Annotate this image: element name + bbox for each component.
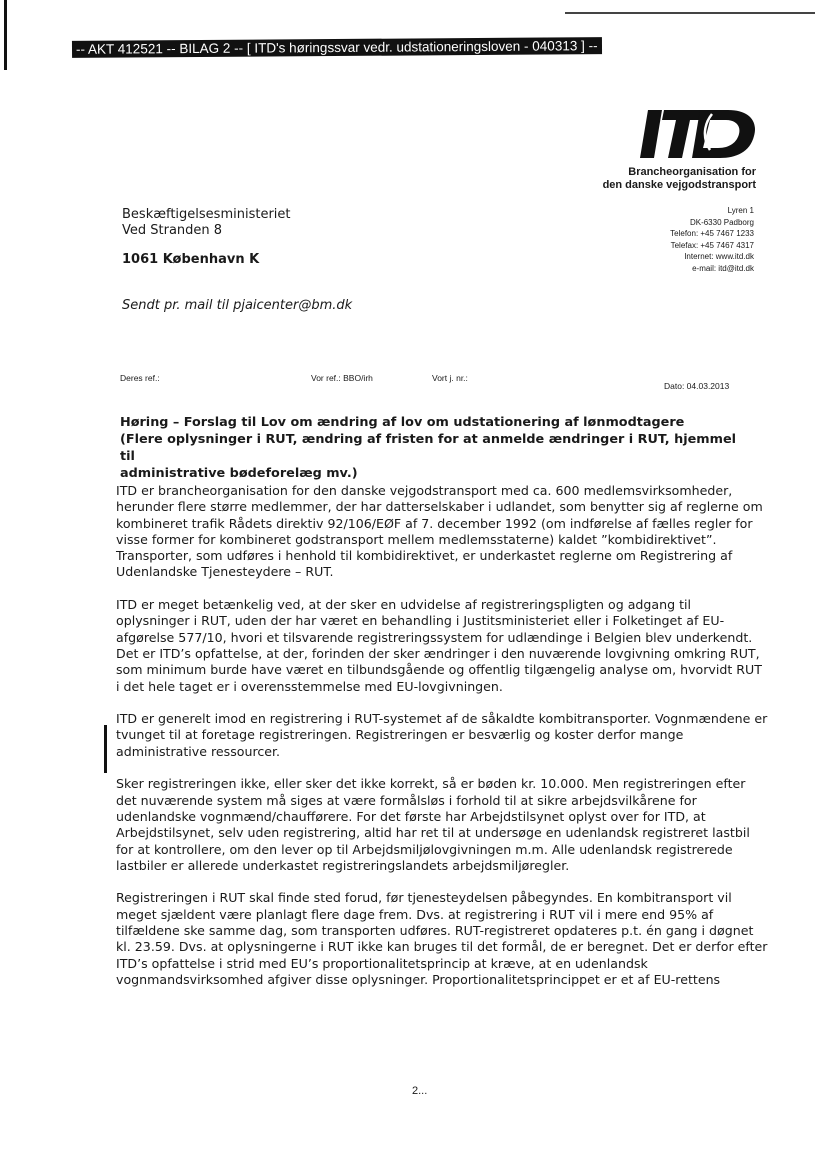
recipient-name: Beskæftigelsesministeriet [122, 207, 291, 222]
document-stamp-banner: -- AKT 412521 -- BILAG 2 -- [ ITD's høringssvar vedr. udstationeringsloven - 040313 ] -- [72, 37, 602, 58]
body-paragraph: ITD er brancheorganisation for den danske vejgodstransport med ca. 600 medlemsvirksomheder, herunder flere større medlemmer, der har datterselskaber i udlandet, som benytter sig af reglerne om kombineret trafik Rådets direktiv 92/106/EØF af 7. december 1992 (om indførelse af fælles regler for visse former for kombineret godstransport mellem medlemsstaterne) kaldet ”kombidirektivet”. Transporter, som udføres i henhold til kombidirektivet, er underkastet reglerne om Registrering af Udenlandske Tjenesteydere – RUT. [116, 483, 763, 580]
recipient-city: 1061 København K [122, 252, 260, 267]
deres-ref: Deres ref.: [120, 373, 160, 383]
contact-fax: Telefax: +45 7467 4317 [670, 240, 754, 250]
vort-jnr: Vort j. nr.: [432, 373, 468, 383]
letter-date: Dato: 04.03.2013 [664, 381, 730, 391]
vor-ref: Vor ref.: BBO/irh [311, 373, 373, 383]
scan-edge-mark [4, 0, 7, 70]
scan-edge-line [565, 12, 815, 14]
contact-address2: DK-6330 Padborg [689, 217, 754, 227]
org-line-2: den danske vejgodstransport [602, 179, 756, 191]
page-number: 2... [412, 1085, 428, 1097]
organization-tagline [603, 166, 756, 192]
body-paragraph: Sker registreringen ikke, eller sker det ikke korrekt, så er bøden kr. 10.000. Men registreringen efter det nuværende system må siges at være formålsløs i forhold til at sikre arbejdsvilkårene for udenlandske vognmænd/chaufførere. For det første har Arbejdstilsynet oplyst over for ITD, at Arbejdstilsynet, selv uden registrering, altid har ret til at undersøge en udenlandsk registreret lastbil for at kontrollere, om den lever op til Arbejdsmiljølovgivningen m.m. Alle udenlandsk registrerede lastbiler er allerede underkastet registreringslandets arbejdsmiljøregler. [116, 776, 750, 873]
subject-line-2: (Flere oplysninger i RUT, ændring af fristen for at anmelde ændringer i RUT, hjemmel til [120, 432, 737, 464]
letter-body [116, 483, 768, 1005]
margin-bracket-mark [104, 725, 107, 773]
sent-note: Sendt pr. mail til pjaicenter@bm.dk [122, 298, 353, 313]
contact-phone: Telefon: +45 7467 1233 [670, 229, 754, 238]
recipient-address [122, 207, 291, 239]
itd-logo [640, 104, 758, 162]
org-line-1: Brancheorganisation for [628, 166, 756, 178]
subject-line-3: administrative bødeforelæg mv.) [120, 466, 358, 481]
body-paragraph: ITD er meget betænkelig ved, at der sker en udvidelse af registreringspligten og adgang til oplysninger i RUT, uden der har været en behandling i Justitsministeriet eller i Folketinget af EU-afgørelse 577/10, hvori et tilsvarende registreringssystem for udlændinge i Belgien blev underkendt. Det er ITD’s opfattelse, at der, forinden der sker ændringer i den nuværende lovgivning omkring RUT, som minimum burde have været en tilbundsgående og offentlig tilgængelig analyse om, hvorvidt RUT i det hele taget er i overensstemmelse med EU-lovgivningen. [116, 597, 762, 694]
contact-address1: Lyren 1 [727, 206, 754, 215]
contact-email: e-mail: itd@itd.dk [692, 263, 754, 273]
contact-internet: Internet: www.itd.dk [684, 252, 754, 261]
contact-block [670, 205, 754, 274]
subject-heading [120, 414, 750, 482]
subject-line-1: Høring – Forslag til Lov om ændring af lov om udstationering af lønmodtagere [120, 415, 685, 430]
body-paragraph: ITD er generelt imod en registrering i RUT-systemet af de såkaldte kombitransporter. Vognmændene er tvunget til at foretage registreringen. Registreringen er besværlig og koster derfor mange administrative ressourcer. [116, 711, 768, 759]
body-paragraph: Registreringen i RUT skal finde sted forud, før tjenesteydelsen påbegyndes. En kombitransport vil meget sjældent være planlagt flere dage frem. Dvs. at registrering i RUT vil i mere end 95% af tilfældene ske samme dag, som transporten udføres. RUT-registreret opdateres p.t. én gang i døgnet kl. 23.59. Dvs. at oplysningerne i RUT ikke kan bruges til det formål, de er beregnet. Det er derfor efter ITD’s opfattelse i strid med EU’s proportionalitetsprincip at kræve, at en udenlandsk vognmandsvirksomhed afgiver disse oplysninger. Proportionalitetsprincippet er et af EU-rettens [116, 890, 768, 987]
recipient-street: Ved Stranden 8 [122, 223, 223, 238]
